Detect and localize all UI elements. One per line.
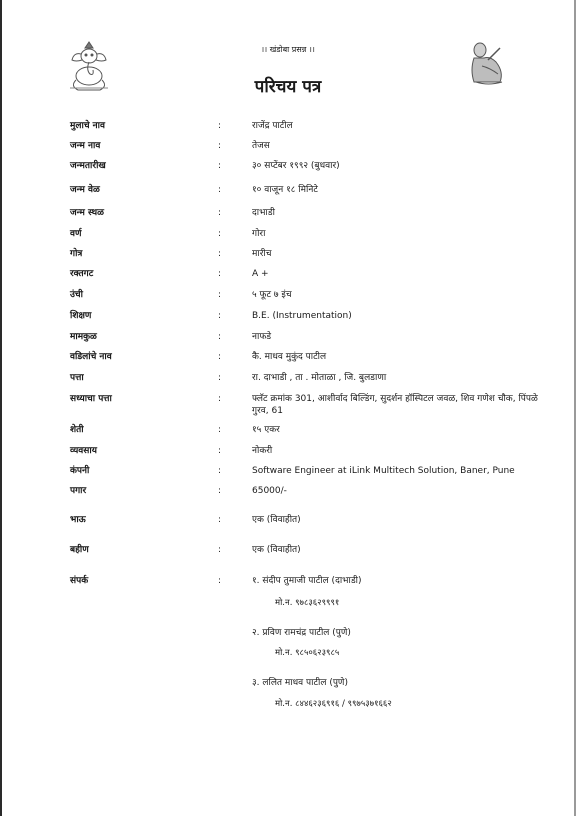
field-colon: : <box>218 466 222 476</box>
field-value: एक (विवाहीत) <box>252 545 301 555</box>
contact-entry-phone: मो.न. ८४४६२३६९१६ / ९९७५३७१६६२ <box>275 699 392 709</box>
field-value: मारीच <box>252 249 272 259</box>
field-colon: : <box>218 269 222 279</box>
field-value: नाफडे <box>252 332 272 342</box>
field-label: जन्मतारीख <box>70 161 106 171</box>
field-label: शेती <box>70 425 84 435</box>
field-label: वडिलांचे नाव <box>70 352 112 362</box>
field-label: जन्म स्थळ <box>70 208 104 218</box>
field-label: पगार <box>70 486 87 496</box>
field-colon: : <box>218 249 222 259</box>
field-label: संपर्क <box>70 576 89 586</box>
field-value: १५ एकर <box>252 425 280 435</box>
field-colon: : <box>218 290 222 300</box>
field-colon: : <box>218 332 222 342</box>
field-label: मुलाचे नाव <box>70 121 105 131</box>
field-colon: : <box>218 425 222 435</box>
field-value: राजेंद्र पाटील <box>252 121 293 131</box>
field-value: 65000/- <box>252 486 287 496</box>
field-label: भाऊ <box>70 515 86 525</box>
blessing-line: ।। खंडोबा प्रसन्न ।। <box>261 45 315 54</box>
field-label: सध्याचा पत्ता <box>70 394 112 404</box>
field-value: कै. माधव मुकुंद पाटील <box>252 352 327 362</box>
field-colon: : <box>218 161 222 171</box>
field-label: गोत्र <box>70 249 83 259</box>
field-value: तेजस <box>252 141 270 151</box>
field-label: वर्ण <box>70 229 82 239</box>
field-colon: : <box>218 545 222 555</box>
field-colon: : <box>218 486 222 496</box>
field-value: रा. दाभाडी , ता . मोताळा , जि. बुलडाणा <box>252 373 387 383</box>
field-value: B.E. (Instrumentation) <box>252 311 352 321</box>
field-label: उंची <box>70 290 83 300</box>
field-label: जन्म वेळ <box>70 185 100 195</box>
field-colon: : <box>218 446 222 456</box>
field-label: जन्म नाव <box>70 141 101 151</box>
field-value: एक (विवाहीत) <box>252 515 301 525</box>
contact-entry-phone: मो.न. ९७८३६२९९९१ <box>275 598 340 608</box>
contact-entry-name: २. प्रविण रामचंद्र पाटील (पुणे) <box>252 628 351 638</box>
field-colon: : <box>218 208 222 218</box>
field-colon: : <box>218 373 222 383</box>
field-colon: : <box>218 394 222 404</box>
field-value: नोकरी <box>252 446 273 456</box>
field-value: गोरा <box>252 229 266 239</box>
field-value: A + <box>252 269 269 279</box>
field-colon: : <box>218 141 222 151</box>
field-label: मामकुळ <box>70 332 97 342</box>
contact-entry-phone: मो.न. ९८५०६२३९८५ <box>275 648 340 658</box>
field-value: ५ फूट ७ इंच <box>252 290 292 300</box>
field-value: १० वाजून १८ मिनिटे <box>252 185 318 195</box>
page-left-border <box>0 0 2 816</box>
field-label: पत्ता <box>70 373 84 383</box>
field-value: फ्लॅट क्रमांक 301, आशीर्वाद बिल्डिंग, सुदर्शन हॉस्पिटल जवळ, शिव गणेश चौक, पिंपळे गुरव, 61 <box>252 394 538 416</box>
field-label: कंपनी <box>70 466 90 476</box>
field-colon: : <box>218 121 222 131</box>
field-colon: : <box>218 311 222 321</box>
field-label: बहीण <box>70 545 89 555</box>
contact-entry-name: ३. ललित माधव पाटील (पुणे) <box>252 678 348 688</box>
field-colon: : <box>218 576 222 586</box>
contact-entry-name: १. संदीप तुमाजी पाटील (दाभाडी) <box>252 576 362 586</box>
field-value: ३० सप्टेंबर १९९२ (बुधवार) <box>252 161 340 171</box>
field-colon: : <box>218 185 222 195</box>
field-colon: : <box>218 352 222 362</box>
field-colon: : <box>218 229 222 239</box>
field-label: व्यवसाय <box>70 446 97 456</box>
field-colon: : <box>218 515 222 525</box>
field-value: दाभाडी <box>252 208 275 218</box>
field-label: शिक्षण <box>70 311 92 321</box>
field-label: रक्तगट <box>70 269 94 279</box>
field-value: Software Engineer at iLink Multitech Solution, Baner, Pune <box>252 466 515 476</box>
page-title: परिचय पत्र <box>254 77 322 97</box>
